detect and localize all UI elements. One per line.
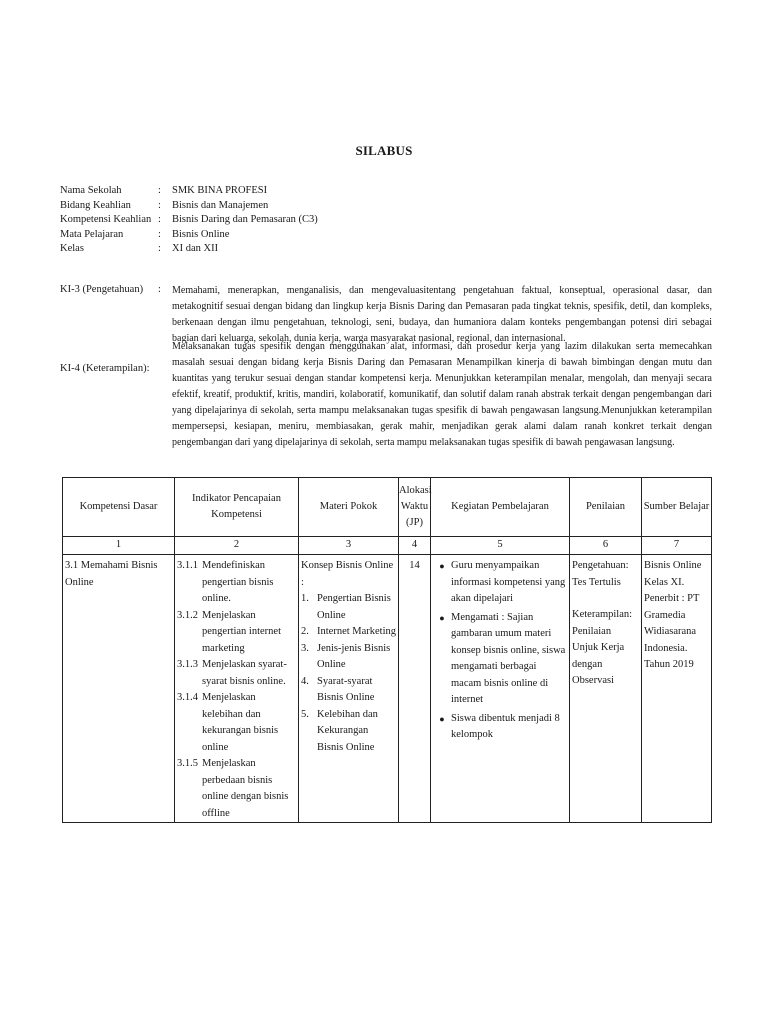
header-indikator: Indikator Pencapaian Kompetensi: [175, 478, 299, 537]
materi-text: Internet Marketing: [317, 626, 397, 637]
indikator-item: [177, 690, 296, 756]
indikator-number: 3.1.3: [177, 659, 198, 670]
identity-colon: :: [158, 243, 161, 254]
identity-label: Kompetensi Keahlian: [60, 214, 152, 225]
indikator-number: 3.1.1: [177, 560, 198, 571]
indikator-text: Mendefiniskan pengertian bisnis online.: [202, 560, 274, 604]
ki4-text: Melaksanakan tugas spesifik dengan menggunakan alat, informasi, dan prosedur kerja yang lazim dilakukan serta memecahkan masalah sesuai dengan bidang kerja Bisnis Daring dan Pemasaran Menampilkan kinerja di bawah bimbingan dengan mutu dan kuantitas yang terukur sesuai dengan standar kompetensi kerja. Menunjukkan keterampilan menalar, mengolah, dan menyaji secara efektif, kreatif, produktif, kritis, mandiri, kolaboratif, komunikatif, dan solutif dalam ranah abstrak terkait dengan pengembangan dari yang dipelajarinya di sekolah, serta mampu melaksanakan tugas spesifik di bawah pengawasan langsung.Menunjukkan keterampilan mempersepsi, kesiapan, meniru, membiasakan, gerak mahir, menjadikan gerak alami dalam ranah konkret terkait dengan pengembangan dari yang dipelajarinya di sekolah, serta mampu melaksanakan tugas spesifik di bawah pengawasan langsung.: [172, 341, 712, 448]
materi-pokok-cell: [299, 555, 399, 823]
identity-colon: :: [158, 214, 161, 225]
column-number: 4: [399, 537, 431, 555]
penilaian-keterampilan: Keterampilan: Penilaian Unjuk Kerja dengan Observasi: [572, 609, 633, 686]
sumber-belajar-cell: [642, 555, 712, 823]
identity-value: Bisnis Daring dan Pemasaran (C3): [172, 214, 318, 225]
kompetensi-dasar-cell: [63, 555, 175, 823]
column-number: 6: [570, 537, 642, 555]
materi-item: [301, 624, 396, 641]
column-number: 7: [642, 537, 712, 555]
indikator-text: Menjelaskan perbedaan bisnis online dengan bisnis offline: [202, 758, 289, 819]
header-kompetensi-dasar: Kompetensi Dasar: [63, 478, 175, 537]
identity-colon: :: [158, 228, 161, 240]
bullet-icon: ●: [439, 561, 445, 571]
kegiatan-text: Mengamati : Sajian gambaran umum materi konsep bisnis online, siswa mengamati berbagai macam bisnis online di internet: [451, 611, 566, 705]
materi-text: Syarat-syarat Bisnis Online: [317, 675, 375, 703]
indikator-item: [177, 608, 296, 658]
column-number: 3: [299, 537, 399, 555]
indikator-item: [177, 657, 296, 690]
column-number: 5: [431, 537, 570, 555]
materi-item: [301, 707, 396, 757]
materi-number: 4.: [301, 675, 309, 687]
sumber-belajar-text: Bisnis Online Kelas XI. Penerbit : PT Gramedia Widiasarana Indonesia. Tahun 2019: [644, 560, 702, 670]
bullet-icon: ●: [439, 713, 445, 724]
identity-value: SMK BINA PROFESI: [172, 185, 268, 196]
table-row: [63, 555, 712, 823]
indikator-item: [177, 756, 296, 822]
column-number-row: [63, 537, 712, 555]
identity-row: [60, 184, 712, 199]
indikator-number: 3.1.2: [177, 609, 198, 621]
materi-title: Konsep Bisnis Online :: [301, 560, 394, 588]
bullet-icon: ●: [439, 612, 445, 623]
indikator-text: Menjelaskan syarat-syarat bisnis online.: [202, 659, 287, 687]
identity-row: [60, 242, 712, 257]
materi-number: 5.: [301, 708, 309, 720]
page-title: SILABUS: [355, 143, 413, 158]
materi-number: 3.: [301, 642, 309, 654]
materi-text: Pengertian Bisnis Online: [317, 593, 391, 621]
penilaian-pengetahuan: Pengetahuan: Tes Tertulis: [572, 560, 629, 588]
materi-item: [301, 591, 396, 624]
column-number: 1: [63, 537, 175, 555]
indikator-text: Menjelaskan pengertian internet marketing: [202, 609, 282, 654]
identity-colon: :: [158, 185, 161, 196]
identity-value: Bisnis dan Manajemen: [172, 199, 269, 211]
identity-label: Mata Pelajaran: [60, 228, 124, 240]
identity-value: XI dan XII: [172, 243, 219, 254]
header-sumber-belajar: Sumber Belajar: [642, 478, 712, 537]
header-alokasi-waktu: Alokasi Waktu (JP): [399, 478, 431, 537]
kegiatan-text: Guru menyampaikan informasi kompetensi yang akan dipelajari: [451, 560, 566, 604]
kegiatan-cell: [431, 555, 570, 823]
materi-item: [301, 641, 396, 674]
penilaian-cell: [570, 555, 642, 823]
identity-colon: :: [158, 199, 161, 211]
ki3-text: Memahami, menerapkan, menganalisis, dan mengevaluasitentang pengetahuan faktual, konseptual, operasional dasar, dan metakognitif sesuai dengan bidang dan lingkup kerja Bisnis Daring dan Pemasaran pada tingkat teknis, spesifik, detil, dan kompleks, berkenaan dengan ilmu pengetahuan, teknologi, seni, budaya, dan humaniora dalam konteks pengembangan potensi diri sebagai bagian dari keluarga, sekolah, dunia kerja, warga masyarakat nasional, regional, dan internasional.: [172, 285, 712, 344]
identity-row: [60, 228, 712, 243]
identity-label: Nama Sekolah: [60, 185, 122, 196]
header-kegiatan: Kegiatan Pembelajaran: [431, 478, 570, 537]
alokasi-waktu-cell: [399, 555, 431, 823]
identity-label: Kelas: [60, 243, 84, 254]
kegiatan-item: [433, 711, 567, 744]
indikator-cell: [175, 555, 299, 823]
ki3-block: [60, 283, 712, 347]
kegiatan-item: [433, 558, 567, 608]
ki4-label: KI-4 (Keterampilan):: [60, 363, 150, 374]
ki3-label: KI-3 (Pengetahuan): [60, 284, 144, 295]
indikator-item: [177, 558, 296, 608]
materi-number: 2.: [301, 626, 309, 637]
identity-row: [60, 199, 712, 214]
kegiatan-text: Siswa dibentuk menjadi 8 kelompok: [451, 712, 560, 740]
kompetensi-dasar-text: 3.1 Memahami Bisnis Online: [65, 560, 158, 588]
alokasi-waktu-value: 14: [409, 560, 420, 571]
indikator-number: 3.1.4: [177, 692, 198, 703]
materi-number: 1.: [301, 593, 309, 604]
materi-item: [301, 674, 396, 707]
materi-text: Kelebihan dan Kekurangan Bisnis Online: [317, 708, 378, 753]
indikator-text: Menjelaskan kelebihan dan kekurangan bisnis online: [202, 692, 279, 753]
column-number: 2: [175, 537, 299, 555]
identity-block: [60, 184, 712, 257]
materi-text: Jenis-jenis Bisnis Online: [317, 642, 391, 670]
identity-label: Bidang Keahlian: [60, 199, 131, 211]
syllabus-table: [62, 477, 712, 823]
kegiatan-item: [433, 610, 567, 709]
header-materi-pokok: Materi Pokok: [299, 478, 399, 537]
header-penilaian: Penilaian: [570, 478, 642, 537]
indikator-number: 3.1.5: [177, 758, 198, 769]
ki3-colon: :: [158, 284, 161, 295]
identity-value: Bisnis Online: [172, 228, 230, 240]
identity-row: [60, 213, 712, 228]
